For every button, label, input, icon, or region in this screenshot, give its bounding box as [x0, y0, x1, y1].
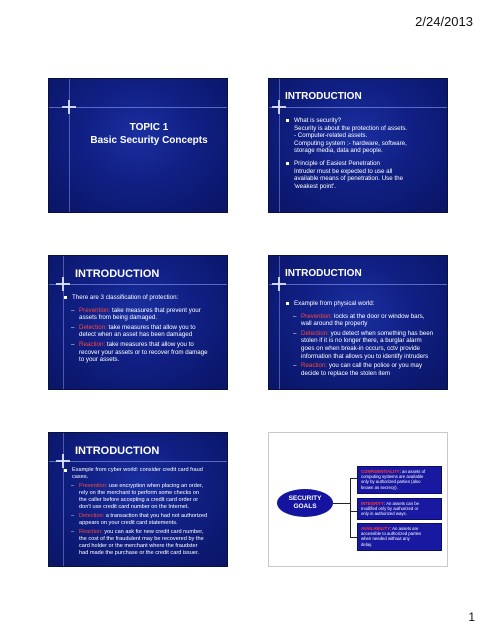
- slide-introduction: [48, 255, 228, 390]
- text-line: GOALS: [293, 503, 317, 510]
- slide-title: INTRODUCTION: [75, 445, 160, 457]
- text-line: - Computer-related assets.: [294, 132, 368, 140]
- sub-label: Detection:: [301, 329, 329, 337]
- sub-item-detection: [293, 330, 441, 360]
- security-goals-node: [277, 489, 333, 517]
- slide-security-goals: [268, 432, 448, 567]
- goal-availability: [357, 523, 442, 551]
- connector-line: [333, 503, 350, 504]
- title-line: TOPIC 1: [129, 122, 169, 133]
- text-line: the caller before accepting a credit card order or: [79, 497, 199, 503]
- sub-item-prevention: [71, 307, 221, 322]
- sub-label: Reaction:: [79, 529, 103, 535]
- text-line: only by authorized parties (also: [361, 479, 421, 485]
- slide-topic: [48, 78, 228, 213]
- decor-line: [279, 79, 280, 212]
- slide-title: INTRODUCTION: [285, 91, 362, 102]
- text-line: don't use credit card number on the Internet.: [79, 504, 189, 510]
- text-line: card holder or the merchant where the fraudster: [79, 543, 198, 549]
- connector-line: [350, 478, 357, 479]
- text-line: a transaction that you had not authorized: [104, 513, 208, 519]
- sub-label: Prevention:: [79, 483, 108, 489]
- text-line: computing systems are available: [361, 474, 424, 480]
- text-line: only in authorized ways.: [361, 511, 407, 517]
- text-line: decide to replace the stolen item: [301, 369, 391, 377]
- bullet-item: [63, 467, 221, 481]
- text-line: Example from cyber world: consider credit card fraud: [72, 467, 203, 473]
- text-line: take measures that allow you to: [106, 323, 196, 331]
- goal-integrity: [357, 498, 442, 520]
- sub-label: Reaction:: [301, 362, 328, 370]
- text-line: assets from being damaged.: [79, 314, 158, 322]
- text-line: you detect when something has been: [328, 329, 434, 337]
- sub-label: Detection:: [79, 323, 107, 331]
- text-line: : an assets of: [399, 469, 426, 474]
- text-line: had made the purchase or the credit card issuer.: [79, 550, 200, 556]
- text-line: you can call the police or you may: [327, 362, 423, 370]
- sub-label: Prevention:: [79, 306, 111, 314]
- decor-line: [49, 461, 227, 462]
- text-line: when needed without any: [361, 536, 410, 542]
- text-line: take measures that allow you to: [105, 340, 194, 348]
- text-line: accessible to authorized parties: [361, 531, 422, 537]
- text-line: modified only by authorized or: [361, 506, 419, 512]
- text-line: cases.: [72, 474, 89, 480]
- text-line: appears on your credit card statements.: [79, 520, 178, 526]
- text-line: Intruder must be expected to use all: [294, 167, 393, 175]
- text-line: Principle of Easiest Penetration: [294, 159, 380, 167]
- text-line: What is security?: [294, 117, 342, 124]
- sparkle-icon: [56, 454, 70, 468]
- text-line: delay.: [361, 541, 373, 547]
- connector-line: [350, 537, 357, 538]
- slide-title: INTRODUCTION: [75, 268, 160, 280]
- sparkle-icon: [62, 100, 76, 114]
- sparkle-icon: [56, 277, 70, 291]
- text-line: : An assets are: [389, 526, 419, 531]
- goal-label: INTEGRITY: [361, 501, 384, 506]
- document-date: 2/24/2013: [415, 14, 473, 29]
- slide-title: INTRODUCTION: [285, 268, 362, 279]
- bullet-item: [285, 160, 441, 190]
- text-line: goes on when break-in occurs, cctv provide: [301, 344, 420, 352]
- text-line: you can ask for new credit card number,: [102, 529, 204, 535]
- text-line: : An assets can be: [383, 501, 420, 506]
- title-line: Basic Security Concepts: [90, 135, 208, 146]
- slide-introduction: [48, 432, 228, 567]
- text-line: locks at the door or window bars,: [332, 312, 425, 320]
- goal-label: CONFIDENTIALITY: [361, 469, 400, 474]
- bullet-item: [285, 117, 441, 155]
- text-line: stolen if it is no longer there, a burglar alarm: [301, 337, 422, 345]
- decor-line: [269, 107, 447, 108]
- text-line: Computing system :- hardware, software,: [294, 139, 407, 147]
- sub-label: Reaction:: [79, 340, 106, 348]
- text-line: information that allows you to identify intruders: [301, 352, 429, 360]
- connector-line: [350, 511, 357, 512]
- slide-introduction: [268, 78, 448, 213]
- text-line: use encryption when placing an order,: [107, 483, 204, 489]
- text-line: wall around the property: [301, 320, 368, 328]
- decor-line: [69, 79, 70, 212]
- sub-label: Prevention:: [301, 312, 333, 320]
- sub-item-reaction: [71, 529, 221, 557]
- text-line: rely on the merchant to perform some checks on: [79, 490, 200, 496]
- sub-label: Detection:: [79, 513, 105, 519]
- slide-title: [79, 121, 219, 147]
- page-number: 1: [468, 610, 475, 624]
- text-line: SECURITY: [288, 495, 322, 502]
- sub-item-reaction: [71, 341, 221, 364]
- bullet-item: Example from physical world:: [285, 300, 441, 308]
- text-line: recover your assets or to recover from damage: [79, 348, 208, 356]
- text-line: the cost of the fraudulent may be recovered by the: [79, 536, 204, 542]
- text-line: available means of penetration. Use the: [294, 175, 404, 183]
- slide-introduction: [268, 255, 448, 390]
- text-line: storage media, data and people.: [294, 147, 383, 155]
- connector-line: [350, 478, 351, 537]
- goal-confidentiality: [357, 466, 442, 494]
- text-line: 'weakest point'.: [294, 182, 336, 190]
- text-line: take measures that prevent your: [110, 306, 201, 314]
- decor-line: [269, 284, 447, 285]
- decor-line: [49, 284, 227, 285]
- text-line: detect when an asset has been damaged: [79, 331, 193, 339]
- text-line: known as secrecy).: [361, 484, 398, 490]
- sub-item-prevention: [71, 483, 221, 511]
- text-line: to your assets.: [79, 356, 120, 364]
- text-line: Security is about the protection of assets.: [294, 124, 408, 132]
- decor-line: [279, 256, 280, 389]
- sub-item-prevention: [293, 313, 441, 328]
- sparkle-icon: [272, 277, 286, 291]
- sparkle-icon: [272, 100, 286, 114]
- bullet-item: There are 3 classification of protection:: [63, 294, 221, 302]
- sub-item-detection: [71, 324, 221, 339]
- sub-item-detection: [71, 513, 221, 527]
- sub-item-reaction: [293, 362, 441, 377]
- goal-label: AVAILABILITY: [361, 526, 390, 531]
